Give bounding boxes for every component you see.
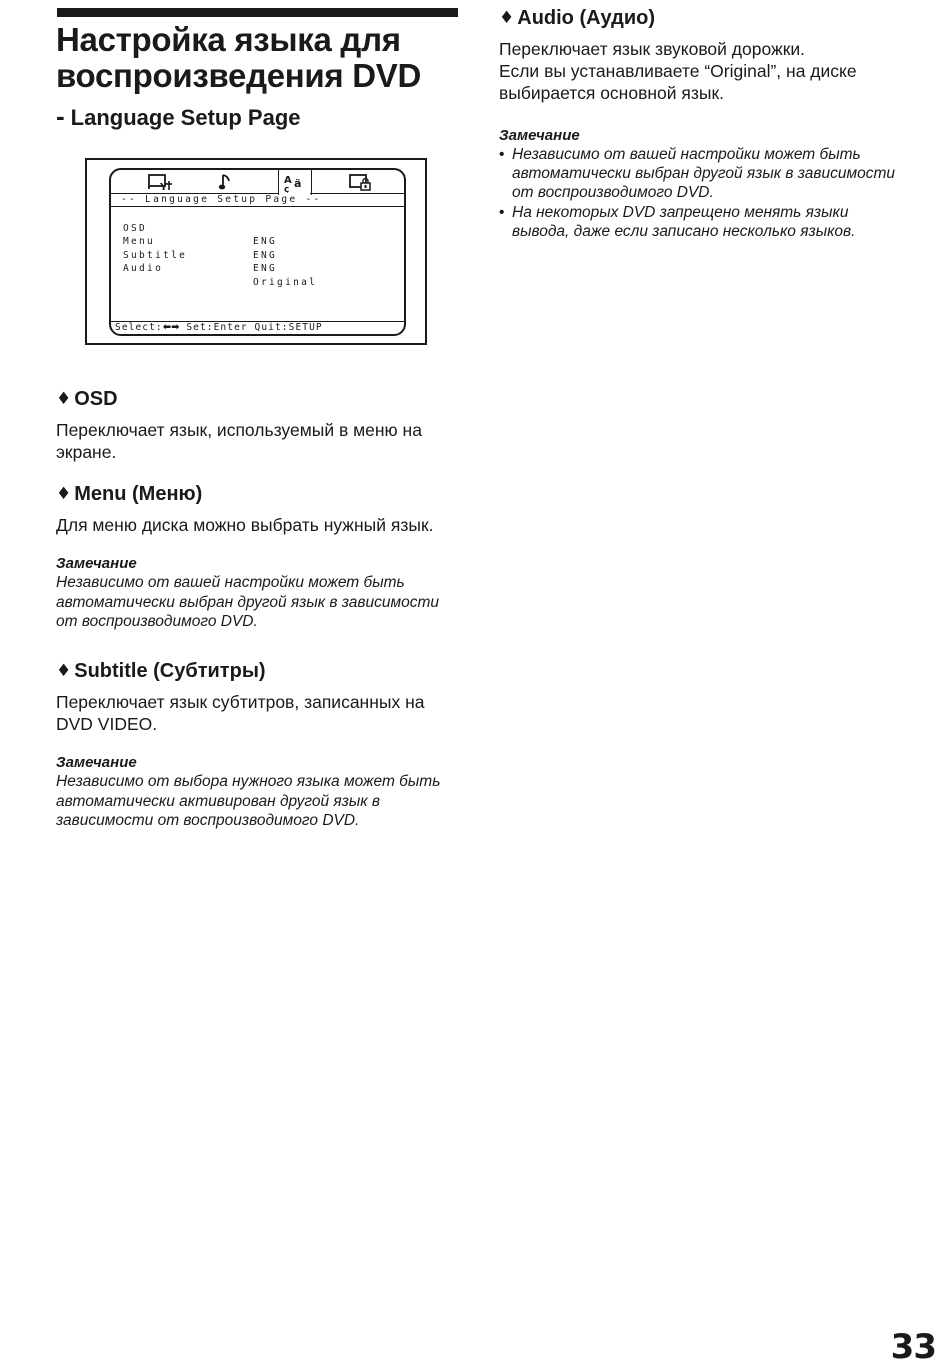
section-menu xyxy=(56,481,456,632)
osd-row-label: Menu xyxy=(123,236,156,247)
note-block xyxy=(56,753,456,831)
page-number: 33 xyxy=(890,1327,936,1367)
osd-row-label: Subtitle xyxy=(123,249,188,261)
osd-row-value: ENG xyxy=(253,249,278,261)
section-heading-text: Subtitle (Субтитры) xyxy=(74,660,266,682)
section-heading-text: Menu (Меню) xyxy=(74,483,203,505)
note-block xyxy=(499,126,909,241)
note-text: Независимо от вашей настройки может быть автоматически выбран другой язык в зависимости от воспроизводимого DVD. xyxy=(56,574,440,630)
language-icon xyxy=(278,170,312,195)
diamond-bullet-icon: ♦ xyxy=(56,484,72,504)
note-title: Замечание xyxy=(56,555,137,572)
diamond-bullet-icon: ♦ xyxy=(499,8,515,28)
osd-header-divider xyxy=(111,206,404,207)
footer-select-label: Select: xyxy=(115,322,163,333)
section-heading-text: OSD xyxy=(74,388,118,410)
tab-bar-line xyxy=(310,193,404,194)
section-heading-text: Audio (Аудио) xyxy=(517,7,656,29)
osd-settings-list xyxy=(123,208,318,288)
osd-row-value: Original xyxy=(253,276,318,288)
note-block xyxy=(56,554,456,632)
section-body-line: Если вы устанавливаете “Original”, на диске выбирается основной язык. xyxy=(499,61,857,103)
section-heading xyxy=(499,5,909,31)
note-list-item xyxy=(499,203,909,241)
svg-text:ç: ç xyxy=(284,184,290,193)
title-bar-decoration xyxy=(57,8,458,17)
section-audio xyxy=(499,5,909,241)
svg-text:Y: Y xyxy=(160,182,168,191)
note-list xyxy=(499,145,909,241)
section-body xyxy=(499,38,909,104)
section-body: Переключает язык субтитров, записанных на DVD VIDEO. xyxy=(56,692,425,734)
page-title: Настройка языка для воспроизведения DVD xyxy=(56,21,421,94)
note-list-item xyxy=(499,145,909,203)
page-subtitle xyxy=(56,102,301,132)
section-heading xyxy=(56,481,456,507)
section-body: Для меню диска можно выбрать нужный язык. xyxy=(56,515,434,535)
osd-row-label: OSD xyxy=(123,222,148,234)
svg-text:ä: ä xyxy=(294,176,302,190)
osd-row-value: ENG xyxy=(253,236,278,247)
audio-note-icon xyxy=(209,170,243,194)
section-body-line: Переключает язык звуковой дорожки. xyxy=(499,39,806,59)
section-osd xyxy=(56,386,456,463)
svg-text:A: A xyxy=(284,174,292,186)
lock-icon xyxy=(343,170,377,194)
general-icon xyxy=(143,170,177,194)
note-title: Замечание xyxy=(499,127,580,144)
subtitle-text: Language Setup Page xyxy=(70,105,301,130)
osd-tab-bar xyxy=(111,170,404,194)
footer-hints: Set:Enter Quit:SETUP xyxy=(179,322,323,333)
osd-footer xyxy=(115,322,323,334)
osd-row-value: ENG xyxy=(253,263,278,274)
diamond-bullet-icon: ♦ xyxy=(56,389,72,409)
osd-screenshot-frame xyxy=(85,158,427,345)
diamond-bullet-icon: ♦ xyxy=(56,661,72,681)
left-right-arrows-icon: ⬅➡ xyxy=(162,322,180,333)
section-body: Переключает язык, используемый в меню на экране. xyxy=(56,420,422,462)
subtitle-dash: - xyxy=(56,101,65,131)
note-item-text: На некоторых DVD запрещено менять языки вывода, даже если записано несколько языков. xyxy=(512,203,856,240)
osd-row-label: Audio xyxy=(123,263,164,274)
section-heading xyxy=(56,386,456,412)
bullet-icon: • xyxy=(499,146,505,163)
osd-header: -- Language Setup Page -- xyxy=(121,194,322,205)
osd-screen xyxy=(109,168,406,336)
section-heading xyxy=(56,658,456,684)
note-title: Замечание xyxy=(56,754,137,771)
note-item-text: Независимо от вашей настройки может быть автоматически выбран другой язык в зависимости от воспроизводимого DVD. xyxy=(512,146,896,202)
bullet-icon: • xyxy=(499,203,505,221)
note-text: Независимо от выбора нужного языка может быть автоматически активирован другой язык в зависимости от воспроизводимого DVD. xyxy=(56,773,441,829)
section-subtitle xyxy=(56,658,456,831)
